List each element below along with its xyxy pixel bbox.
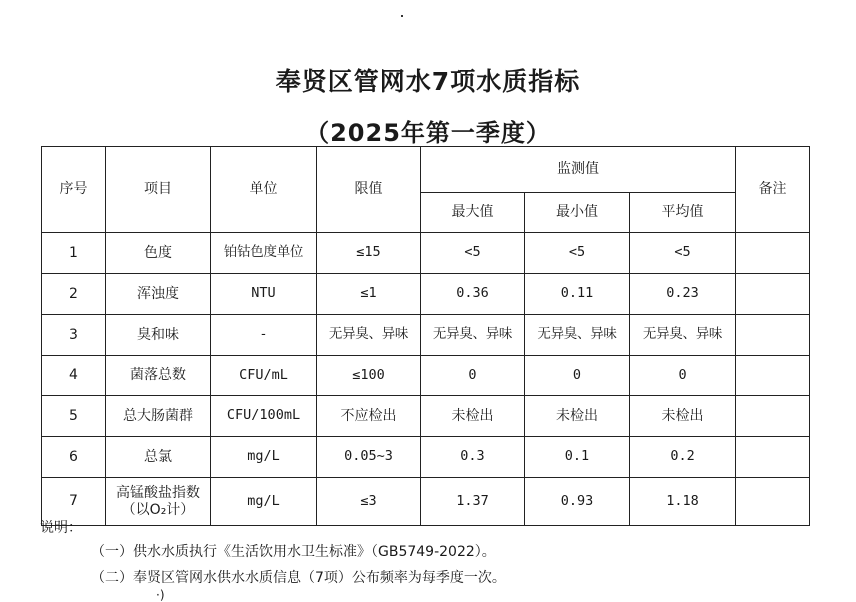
cell-min: 0.1: [525, 437, 630, 478]
header-row: [42, 147, 810, 193]
cell-avg: 0.23: [630, 274, 736, 315]
stray-mark: ·): [156, 588, 165, 602]
cell-limit: 不应检出: [317, 396, 421, 437]
cell-min: 0.93: [525, 478, 630, 526]
cell-avg: 无异臭、异味: [630, 315, 736, 356]
cell-avg: <5: [630, 233, 736, 274]
table-row: [42, 274, 810, 315]
cell-seq: 5: [42, 396, 106, 437]
cell-remark: [736, 274, 810, 315]
note-item: （二）奉贤区管网水供水水质信息（7项）公布频率为每季度一次。: [91, 570, 506, 586]
cell-remark: [736, 478, 810, 526]
header-seq: 序号: [42, 147, 106, 233]
cell-seq: 1: [42, 233, 106, 274]
header-min: 最小值: [525, 193, 630, 233]
cell-remark: [736, 315, 810, 356]
table-row: [42, 396, 810, 437]
cell-avg: 未检出: [630, 396, 736, 437]
cell-max: 0.36: [421, 274, 525, 315]
cell-seq: 3: [42, 315, 106, 356]
cell-min: 未检出: [525, 396, 630, 437]
cell-item: 总大肠菌群: [106, 396, 211, 437]
cell-limit: ≤100: [317, 356, 421, 396]
cell-seq: 6: [42, 437, 106, 478]
cell-seq: 4: [42, 356, 106, 396]
cell-item: 菌落总数: [106, 356, 211, 396]
cell-max: 未检出: [421, 396, 525, 437]
table-row: [42, 315, 810, 356]
cell-remark: [736, 437, 810, 478]
cell-limit: ≤3: [317, 478, 421, 526]
cell-avg: 0: [630, 356, 736, 396]
header-item: 项目: [106, 147, 211, 233]
cell-min: 0: [525, 356, 630, 396]
page-subtitle: （2025年第一季度）: [305, 119, 551, 147]
cell-limit: ≤15: [317, 233, 421, 274]
cell-remark: [736, 396, 810, 437]
cell-min: 无异臭、异味: [525, 315, 630, 356]
cell-unit: CFU/mL: [211, 356, 317, 396]
cell-unit: CFU/100mL: [211, 396, 317, 437]
scan-dot: [401, 15, 403, 17]
cell-limit: 无异臭、异味: [317, 315, 421, 356]
cell-remark: [736, 356, 810, 396]
cell-unit: mg/L: [211, 437, 317, 478]
table-row: [42, 478, 810, 526]
cell-avg: 1.18: [630, 478, 736, 526]
table-row: [42, 356, 810, 396]
header-max: 最大值: [421, 193, 525, 233]
cell-limit: 0.05~3: [317, 437, 421, 478]
cell-unit: NTU: [211, 274, 317, 315]
water-quality-table: [41, 146, 810, 526]
header-remark: 备注: [736, 147, 810, 233]
cell-max: 无异臭、异味: [421, 315, 525, 356]
cell-seq: 2: [42, 274, 106, 315]
table-row: [42, 437, 810, 478]
cell-max: 1.37: [421, 478, 525, 526]
cell-min: 0.11: [525, 274, 630, 315]
cell-max: 0.3: [421, 437, 525, 478]
notes-label: 说明：: [40, 520, 82, 536]
cell-item: 臭和味: [106, 315, 211, 356]
header-monitor: 监测值: [421, 147, 736, 193]
cell-item-line2: （以O₂计）: [121, 501, 195, 518]
cell-unit: mg/L: [211, 478, 317, 526]
header-avg: 平均值: [630, 193, 736, 233]
cell-limit: ≤1: [317, 274, 421, 315]
cell-unit: 铂钴色度单位: [211, 233, 317, 274]
note-item: （一）供水水质执行《生活饮用水卫生标准》（GB5749-2022）。: [91, 544, 496, 560]
cell-avg: 0.2: [630, 437, 736, 478]
cell-remark: [736, 233, 810, 274]
header-unit: 单位: [211, 147, 317, 233]
cell-item: 总氯: [106, 437, 211, 478]
table-row: [42, 233, 810, 274]
cell-item: [106, 478, 211, 526]
cell-min: <5: [525, 233, 630, 274]
cell-item: 浑浊度: [106, 274, 211, 315]
cell-max: 0: [421, 356, 525, 396]
header-limit: 限值: [317, 147, 421, 233]
cell-unit: -: [211, 315, 317, 356]
page-title: 奉贤区管网水7项水质指标: [275, 67, 581, 96]
cell-seq: 7: [42, 478, 106, 526]
cell-item: 色度: [106, 233, 211, 274]
cell-item-line1: 高锰酸盐指数: [116, 485, 200, 502]
cell-max: <5: [421, 233, 525, 274]
